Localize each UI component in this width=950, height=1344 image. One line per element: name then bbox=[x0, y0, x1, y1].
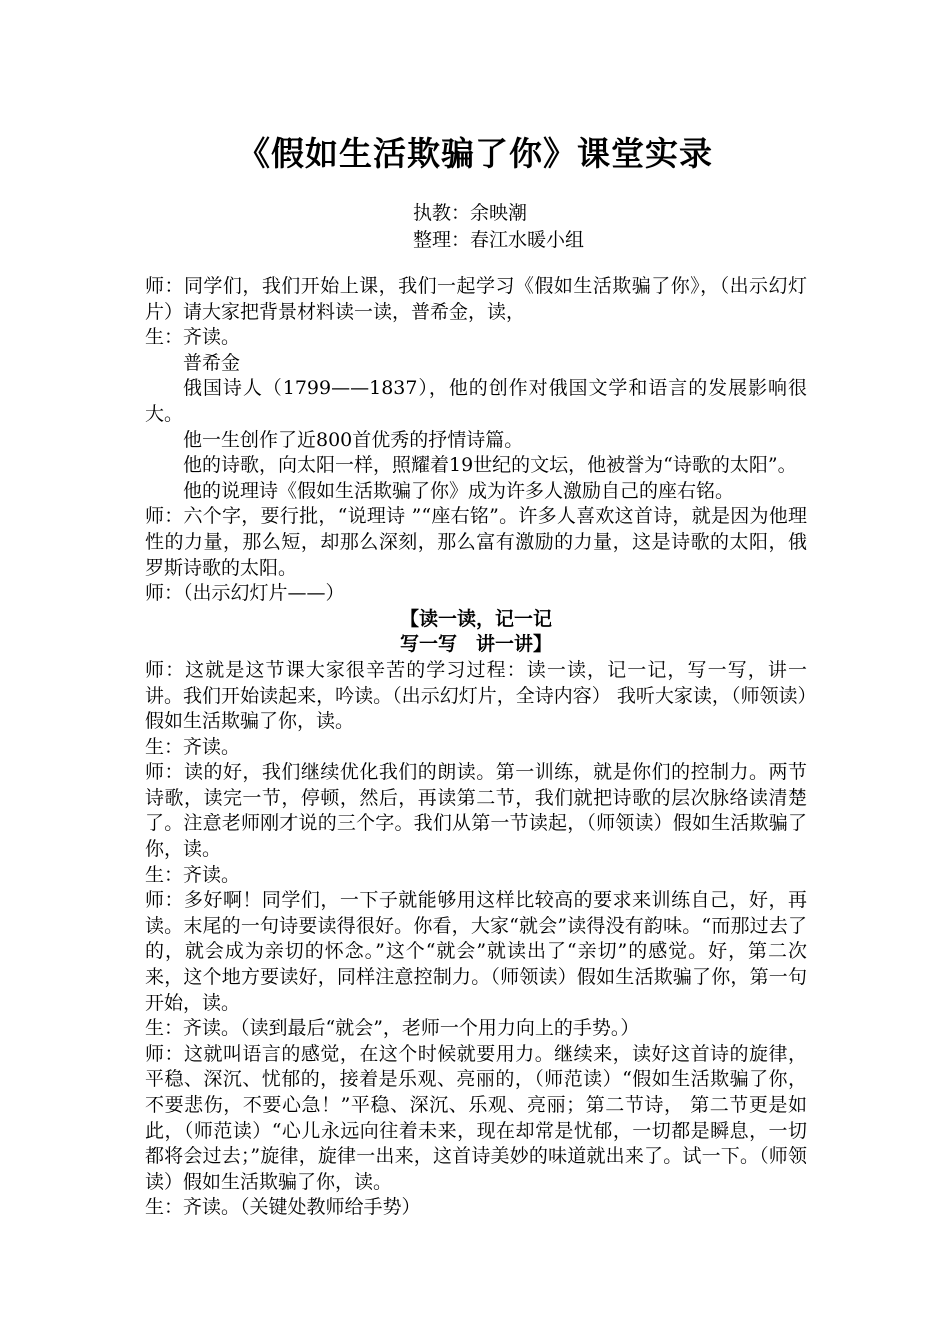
document-meta bbox=[413, 200, 584, 254]
section-heading: 【读一读，记一记 bbox=[399, 607, 552, 630]
teacher-line: 执教：余映潮 bbox=[413, 202, 528, 224]
document-body bbox=[145, 274, 807, 1221]
paragraph: 俄国诗人（1799——1837），他的创作对俄国文学和语言的发展影响很大。 bbox=[145, 377, 807, 425]
paragraph: 师：读的好，我们继续优化我们的朗读。第一训练，就是你们的控制力。两节诗歌，读完一节，停顿，然后，再读第二节，我们就把诗歌的层次脉络读清楚了。注意老师刚才说的三个字。我们从第一节读起，（师领读）假如生活欺骗了你，读。 bbox=[145, 761, 807, 861]
paragraph: 师：这就叫语言的感觉，在这个时候就要用力。继续来，读好这首诗的旋律，平稳、深沉、忧郁的，接着是乐观、亮丽的，（师范读）“假如生活欺骗了你，不要悲伤，不要心急！”平稳、深沉、乐观、亮丽；第二节诗， 第二节更是如此，（师范读）“心儿永远向往着未来，现在却常是忧郁，一切都是瞬息，一切都将会过去；”旋律，旋律一出来，这首诗美妙的味道就出来了。试一下。（师领读）假如生活欺骗了你，读。 bbox=[145, 1042, 807, 1193]
document-title: 《假如生活欺骗了你》课堂实录 bbox=[237, 134, 713, 173]
paragraph: 师：多好啊！同学们，一下子就能够用这样比较高的要求来训练自己，好，再读。末尾的一句诗要读得很好。你看，大家“就会”读得没有韵味。“而那过去了的，就会成为亲切的怀念。”这个“就会”就读出了“亲切”的感觉。好，第二次来，这个地方要读好，同样注意控制力。（师领读）假如生活欺骗了你，第一句开始，读。 bbox=[145, 889, 807, 1014]
paragraph: 他一生创作了近800首优秀的抒情诗篇。 bbox=[183, 428, 524, 451]
paragraph: 生：齐读。（关键处教师给手势） bbox=[145, 1196, 421, 1219]
paragraph: 师：（出示幻灯片——） bbox=[145, 582, 345, 605]
paragraph: 生：齐读。 bbox=[145, 735, 241, 758]
paragraph: 师：这就是这节课大家很辛苦的学习过程：读一读，记一记，写一写，讲一讲。我们开始读起来，吟读。（出示幻灯片，全诗内容） 我听大家读，（师领读）假如生活欺骗了你，读。 bbox=[145, 658, 807, 733]
paragraph: 他的诗歌，向太阳一样，照耀着19世纪的文坛，他被誉为“诗歌的太阳”。 bbox=[183, 454, 797, 477]
paragraph: 他的说理诗《假如生活欺骗了你》成为许多人激励自己的座右铭。 bbox=[183, 479, 735, 502]
paragraph: 师：同学们，我们开始上课，我们一起学习《假如生活欺骗了你》，（出示幻灯片）请大家把背景材料读一读，普希金，读， bbox=[145, 275, 807, 323]
editor-line: 整理：春江水暖小组 bbox=[413, 229, 585, 251]
paragraph: 师：六个字，要行批，“说理诗 ”“座右铭”。许多人喜欢这首诗，就是因为他理性的力量，那么短，却那么深刻，那么富有激励的力量，这是诗歌的太阳，俄罗斯诗歌的太阳。 bbox=[145, 505, 807, 579]
paragraph: 生：齐读。 bbox=[145, 863, 241, 886]
paragraph: 生：齐读。（读到最后“就会”，老师一个用力向上的手势。） bbox=[145, 1017, 640, 1040]
section-heading: 写一写 讲一讲】 bbox=[399, 633, 552, 656]
paragraph: 普希金 bbox=[183, 351, 241, 374]
paragraph: 生：齐读。 bbox=[145, 326, 241, 349]
